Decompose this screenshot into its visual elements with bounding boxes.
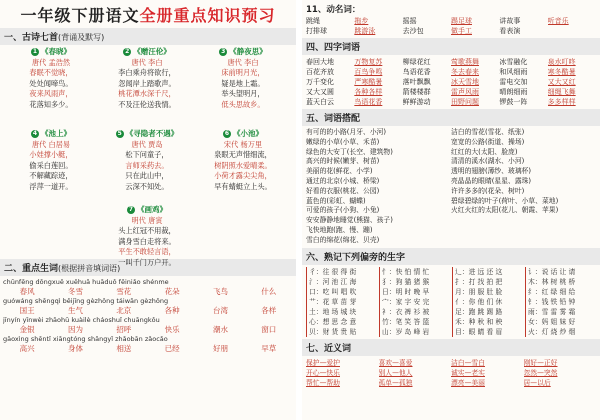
poem-card [100, 205, 194, 268]
poem-card [196, 129, 290, 192]
grid-cell: 做手工 [450, 27, 472, 35]
grid-cell: 听音乐 [547, 17, 569, 25]
poem-title-text: 《画鸡》 [137, 205, 167, 214]
collocation-item: 安安静静地睡觉(熊猫、孩子) [306, 216, 393, 225]
collocation-item: 火红火红的太阳(花儿、朝霞、苹果) [451, 206, 559, 215]
poem-author: 唐代 李白 [131, 57, 163, 67]
poems-area [0, 47, 296, 267]
synonym-cell: 喜欢—喜爱 [378, 358, 413, 367]
poem-line: 偷采白莲回。 [29, 160, 73, 170]
section-synonyms: 七、近义词 [302, 339, 600, 356]
radical-cell: 宀：家 字 安 完 [379, 297, 450, 307]
poem-line: 泉眼无声惜细流， [214, 150, 272, 159]
poem-title [100, 47, 194, 58]
grid-cell: 严寒酷暑 [354, 78, 383, 86]
poem-line: 处处闻啼鸟。 [29, 78, 73, 88]
word-cell: 潮水 [212, 325, 228, 334]
collocation-item: 许许多多的(花朵、树叶) [451, 186, 525, 195]
poem-author: 唐代 孟浩然 [31, 57, 71, 67]
verb-noun-grid [306, 16, 596, 36]
grid-cell: 箭楼楼群 [402, 88, 431, 96]
grid-cell: 冬去春来 [450, 68, 479, 76]
grid-cell: 晴朗细雨 [499, 88, 528, 96]
poem-card [100, 129, 194, 192]
grid-cell: 蓝天白云 [306, 98, 334, 106]
collocation-item: 蓝色的(彩虹、蝴蝶) [306, 196, 366, 205]
collocation-item: 美丽的花(鲜花、小学) [306, 167, 373, 176]
grid-cell: 又大又圆 [306, 88, 334, 96]
synonym-cell: 开心—快乐 [306, 368, 340, 377]
poem-card [100, 47, 194, 110]
radical-cell: 讠：说 话 让 请 [525, 267, 596, 277]
collocation-item: 飞快地跑(跑、慢、蹦) [306, 225, 373, 234]
poem-title-text: 《小池》 [233, 129, 263, 138]
word-cell: 飞鸟 [212, 287, 228, 296]
poem-author: 宋代 杨万里 [223, 139, 263, 149]
section-radicals: 六、熟记下列偏旁的生字 [302, 248, 600, 265]
poem-line: 不及汪伦送我情。 [118, 99, 176, 109]
collocation-item: 清清的溪水(湖水、小河) [451, 157, 525, 166]
word-cell: 冬雪 [67, 287, 83, 296]
grid-cell: 多多样样 [547, 98, 576, 106]
grid-cell: 百鸟争鸣 [354, 68, 383, 76]
grid-cell: 鸟语花香 [354, 98, 383, 106]
grid-cell: 和风细雨 [499, 68, 528, 76]
collocation-left [306, 128, 451, 246]
section-four-char: 四、四字词语 [302, 38, 600, 55]
synonym-cell: 忽然—突然 [523, 368, 558, 377]
collocation-item: 绿色的大安丁(长空、建筑物) [306, 147, 393, 156]
collocation-columns [306, 128, 596, 246]
grid-cell: 万千变化 [306, 78, 334, 86]
word-row [3, 287, 293, 297]
poem-number: 7 [128, 206, 134, 213]
word-cell: 相送 [116, 344, 132, 353]
radical-cell: 钅：钱 铁 铅 钟 [525, 297, 596, 307]
poem-title-text: 《赠汪伦》 [133, 47, 171, 56]
radical-cell: 月：朋 服 肚 脸 [452, 287, 523, 297]
poem-author: 唐代 李白 [227, 57, 259, 67]
synonym-cell: 诚实—老实 [451, 368, 485, 377]
poem-number: 5 [117, 130, 122, 137]
poem-line: 举头望明月， [221, 89, 265, 98]
radical-cell: 艹：花 草 苗 芽 [306, 297, 377, 307]
synonym-cell: 居—以后 [523, 378, 551, 387]
word-cell: 北京 [116, 306, 132, 315]
poem-line: 低头思故乡。 [221, 99, 265, 109]
word-cell: 花朵 [164, 287, 180, 296]
poem-number: 6 [224, 130, 230, 137]
collocation-item: 嫩绿的小草(小草、禾苗) [306, 137, 380, 146]
section-key-words: 二、重点生词(根据拼音填词语) [0, 259, 296, 276]
page-title: 一年级下册语文全册重点知识预习 [20, 6, 276, 25]
poem-number: 2 [125, 48, 130, 55]
radical-cell: 心：想 思 念 意 [306, 317, 377, 327]
word-cell: 高兴 [19, 344, 35, 353]
word-cell: 身体 [67, 344, 83, 353]
grid-cell: 雷电交加 [499, 78, 528, 86]
poem-number: 4 [32, 130, 38, 137]
section-collocation: 五、词语搭配 [302, 109, 600, 126]
synonyms-grid [306, 358, 596, 388]
poem-line: 只在此山中， [125, 171, 169, 180]
word-cell: 各种 [164, 306, 180, 315]
word-cell: 招呼 [116, 325, 132, 334]
radical-cell: 辶：进 远 还 这 [452, 267, 523, 277]
radical-cell: 衤：衣 裤 衫 被 [379, 307, 450, 317]
word-cell: 生气 [67, 306, 83, 315]
radical-cell: 目：眼 睛 看 眉 [452, 327, 523, 337]
pinyin-row: chūnfēng dōngxuě xuěhuā huāduǒ fēiniǎo shénme [3, 278, 169, 286]
radical-cell: 女：妈 姐 妹 好 [525, 317, 596, 327]
collocation-item: 有可的的小路(月牙、小河) [306, 128, 387, 136]
poem-line: 一叫千门万户开。 [118, 257, 176, 267]
poem-title-text: 《寻隐者不遇》 [125, 129, 179, 138]
poem-title [100, 129, 194, 140]
word-cell: 已经 [164, 344, 180, 353]
poem-card [196, 47, 290, 110]
key-words-table [3, 278, 293, 354]
radical-cell: 山：岁 岛 峰 岩 [379, 327, 450, 337]
word-cell: 金银 [19, 325, 35, 334]
poem-card [4, 129, 98, 192]
poem-line: 李白乘舟将欲行， [118, 68, 176, 77]
poem-title [100, 205, 194, 216]
grid-cell: 泉水叮咚 [547, 58, 576, 66]
poem-line: 春眠不觉晓， [29, 68, 73, 77]
grid-cell: 柳绿花红 [402, 58, 431, 66]
radical-cell: 土：地 场 城 块 [306, 307, 377, 317]
word-cell: 窗口 [261, 325, 277, 334]
collocation-item: 亮晶晶的眼睛(星星、露珠) [451, 176, 532, 185]
grid-cell: 打排球 [306, 27, 327, 35]
collocation-item: 碧绿碧绿的叶子(荷叶、小草、菜地) [451, 196, 559, 205]
pinyin-row: gāoxìng shēntǐ xiāngtóng shāngyǐ zhǎobān zǎocǎo [3, 335, 168, 343]
grid-cell: 去沙包 [402, 27, 424, 35]
poem-title-text: 《春晓》 [41, 47, 71, 56]
word-cell: 好朋 [212, 344, 228, 353]
poem-number: 3 [221, 48, 226, 55]
radical-cell: 忄：快 怕 情 忙 [379, 267, 450, 277]
poem-line: 床前明月光， [221, 68, 265, 77]
poem-line: 不解藏踪迹， [29, 171, 73, 180]
grid-cell: 拖步 [354, 17, 369, 25]
collocation-item: 通过的北京(小城、桥梁) [306, 176, 380, 185]
radical-cell: 贝：财 货 贵 贴 [306, 327, 377, 337]
grid-cell: 又大又红 [547, 78, 576, 86]
grid-cell: 冰雪融化 [499, 58, 528, 66]
grid-cell: 看表演 [499, 27, 521, 35]
word-cell: 台湾 [212, 306, 228, 315]
grid-cell: 田野问题 [450, 98, 479, 106]
collocation-item: 透明的翅膀(薄纱、玻璃杯) [451, 167, 532, 176]
synonym-cell: 帮忙—帮助 [306, 378, 340, 387]
grid-cell: 摇摇 [402, 17, 417, 25]
poem-title-text: 《静夜思》 [229, 47, 267, 56]
poem-line: 小荷才露尖尖角， [214, 171, 272, 180]
grid-cell: 锣鼓一阵 [499, 98, 528, 106]
grid-cell: 跳绳 [306, 17, 320, 25]
grid-cell: 莺歌燕舞 [450, 58, 479, 66]
synonym-cell: 洁白—雪白 [451, 358, 485, 367]
grid-cell: 讲故事 [499, 17, 521, 25]
poem-card [4, 47, 98, 110]
word-cell: 什么 [261, 287, 277, 296]
poem-title [4, 129, 98, 140]
radical-cell: 氵：河 池 江 海 [306, 277, 377, 287]
poem-line: 树阴照水爱晴柔。 [214, 160, 272, 170]
word-row [3, 344, 293, 354]
poem-line: 言师采药去。 [125, 160, 169, 170]
pinyin-row: jīnyín yīnwèi zhāohū kuàilè cháoshuǐ chuāngkǒu [3, 316, 160, 324]
word-cell: 因为 [67, 325, 83, 334]
poem-line: 早有蜻蜓立上头。 [214, 181, 272, 191]
collocation-item: 宽宽的公路(街道、操场) [451, 137, 525, 146]
radical-cell: 口：吃 叫 唱 吹 [306, 287, 377, 297]
radical-cell: 亻：你 他 们 休 [452, 297, 523, 307]
grid-cell: 百花齐放 [306, 68, 334, 76]
radical-cell: 犭：狗 猫 猪 猴 [379, 277, 450, 287]
pinyin-row: guówáng shēngqì běijīng gèzhǒng táiwān gèzhǒng [3, 297, 169, 305]
word-cell: 各样 [261, 306, 277, 315]
poem-author: 明代 唐寅 [131, 215, 163, 225]
word-row [3, 325, 293, 335]
collocation-right [451, 128, 596, 246]
grid-cell: 细绳飞舞 [547, 88, 576, 96]
collocation-item: 好看的衣服(桃花、公园) [306, 186, 380, 195]
grid-cell: 踢足球 [450, 17, 472, 25]
grid-cell: 落叶飘飘 [402, 78, 431, 86]
radical-cell: 彳：往 很 得 街 [306, 267, 377, 277]
grid-cell: 寒冬酷暑 [547, 68, 576, 76]
poem-author: 唐代 贾岛 [131, 139, 163, 149]
collocation-item: 高兴的时候(嫩芽、树苗) [306, 157, 380, 166]
word-cell: 早草 [261, 344, 277, 353]
poem-title [4, 47, 98, 58]
collocation-item: 红红的大(太阳、脸庞) [451, 147, 518, 156]
radical-cell: 足：跑 跳 踢 路 [452, 307, 523, 317]
poem-title [196, 129, 290, 140]
synonym-cell: 孤单—孤独 [378, 378, 413, 387]
collocation-item: 可爱的孩子(小狗、小兔) [306, 206, 380, 215]
synonym-cell: 漂亮—美丽 [451, 378, 485, 387]
word-cell: 国王 [19, 306, 35, 315]
poem-line: 平生不敢轻言语， [118, 247, 176, 256]
poem-line: 小娃撑小艇， [29, 150, 73, 159]
grid-cell: 雷声风雨 [450, 88, 479, 96]
four-char-grid [306, 57, 596, 107]
poem-line: 松下问童子， [125, 150, 169, 159]
grid-cell: 冰天雪地 [450, 78, 479, 86]
radical-cell: 雨：雪 雷 雾 霜 [525, 307, 596, 317]
poem-line: 忽闻岸上踏歌声。 [118, 78, 176, 88]
poem-line: 花落知多少。 [29, 99, 73, 109]
word-row [3, 306, 293, 316]
grid-cell: 万物复苏 [354, 58, 383, 66]
radical-cell: 扌：打 找 拍 把 [452, 277, 523, 287]
poem-line: 浮萍一道开。 [29, 181, 73, 191]
grid-cell: 跳游泳 [354, 27, 376, 35]
synonym-cell: 保护—爱护 [306, 358, 340, 367]
radical-cell: 纟：红 绿 细 给 [525, 287, 596, 297]
grid-cell: 鲜鲜游动 [402, 98, 431, 106]
word-cell: 快乐 [164, 325, 180, 334]
synonym-cell: 别人—他人 [378, 368, 413, 377]
radical-cell: 木：林 树 桃 桥 [525, 277, 596, 287]
section-ancient-poems: 一、古诗七首(背诵及默写) [0, 28, 296, 45]
poem-line: 疑是地上霜。 [221, 78, 265, 88]
section-verb-noun: 11、动名词： [306, 5, 361, 15]
poem-line: 桃花潭水深千尺， [118, 89, 176, 98]
word-cell: 春风 [19, 287, 35, 296]
radical-cell: 竹：笔 笑 答 篮 [379, 317, 450, 327]
radical-cell: 禾：种 秋 和 秧 [452, 317, 523, 327]
grid-cell [548, 26, 596, 36]
left-page [0, 0, 296, 420]
poem-number: 1 [32, 48, 38, 55]
grid-cell: 春回大地 [306, 58, 334, 66]
poem-line: 头上红冠不用裁， [118, 226, 176, 235]
poem-line: 云深不知处。 [125, 181, 169, 191]
radicals-grid [306, 267, 596, 337]
grid-cell: 鸟语花香 [402, 68, 431, 76]
poem-title [196, 47, 290, 58]
poem-author: 唐代 白居易 [31, 139, 71, 149]
collocation-item: 雪白的绵花(绵花、贝壳) [306, 235, 380, 244]
word-cell: 雪花 [116, 287, 132, 296]
poem-title-text: 《池上》 [41, 129, 71, 138]
poem-line: 夜来风雨声， [29, 89, 73, 98]
radical-cell: 日：明 时 晚 早 [379, 287, 450, 297]
synonym-cell: 刚好—正好 [523, 358, 558, 367]
collocation-item: 洁白的雪花(雪花、纸张) [451, 128, 525, 136]
poem-line: 满身雪白走将来。 [118, 236, 176, 246]
grid-cell: 各种各样 [354, 88, 383, 96]
radical-cell: 火：灯 烧 炒 烟 [525, 327, 596, 337]
right-page [302, 0, 600, 420]
